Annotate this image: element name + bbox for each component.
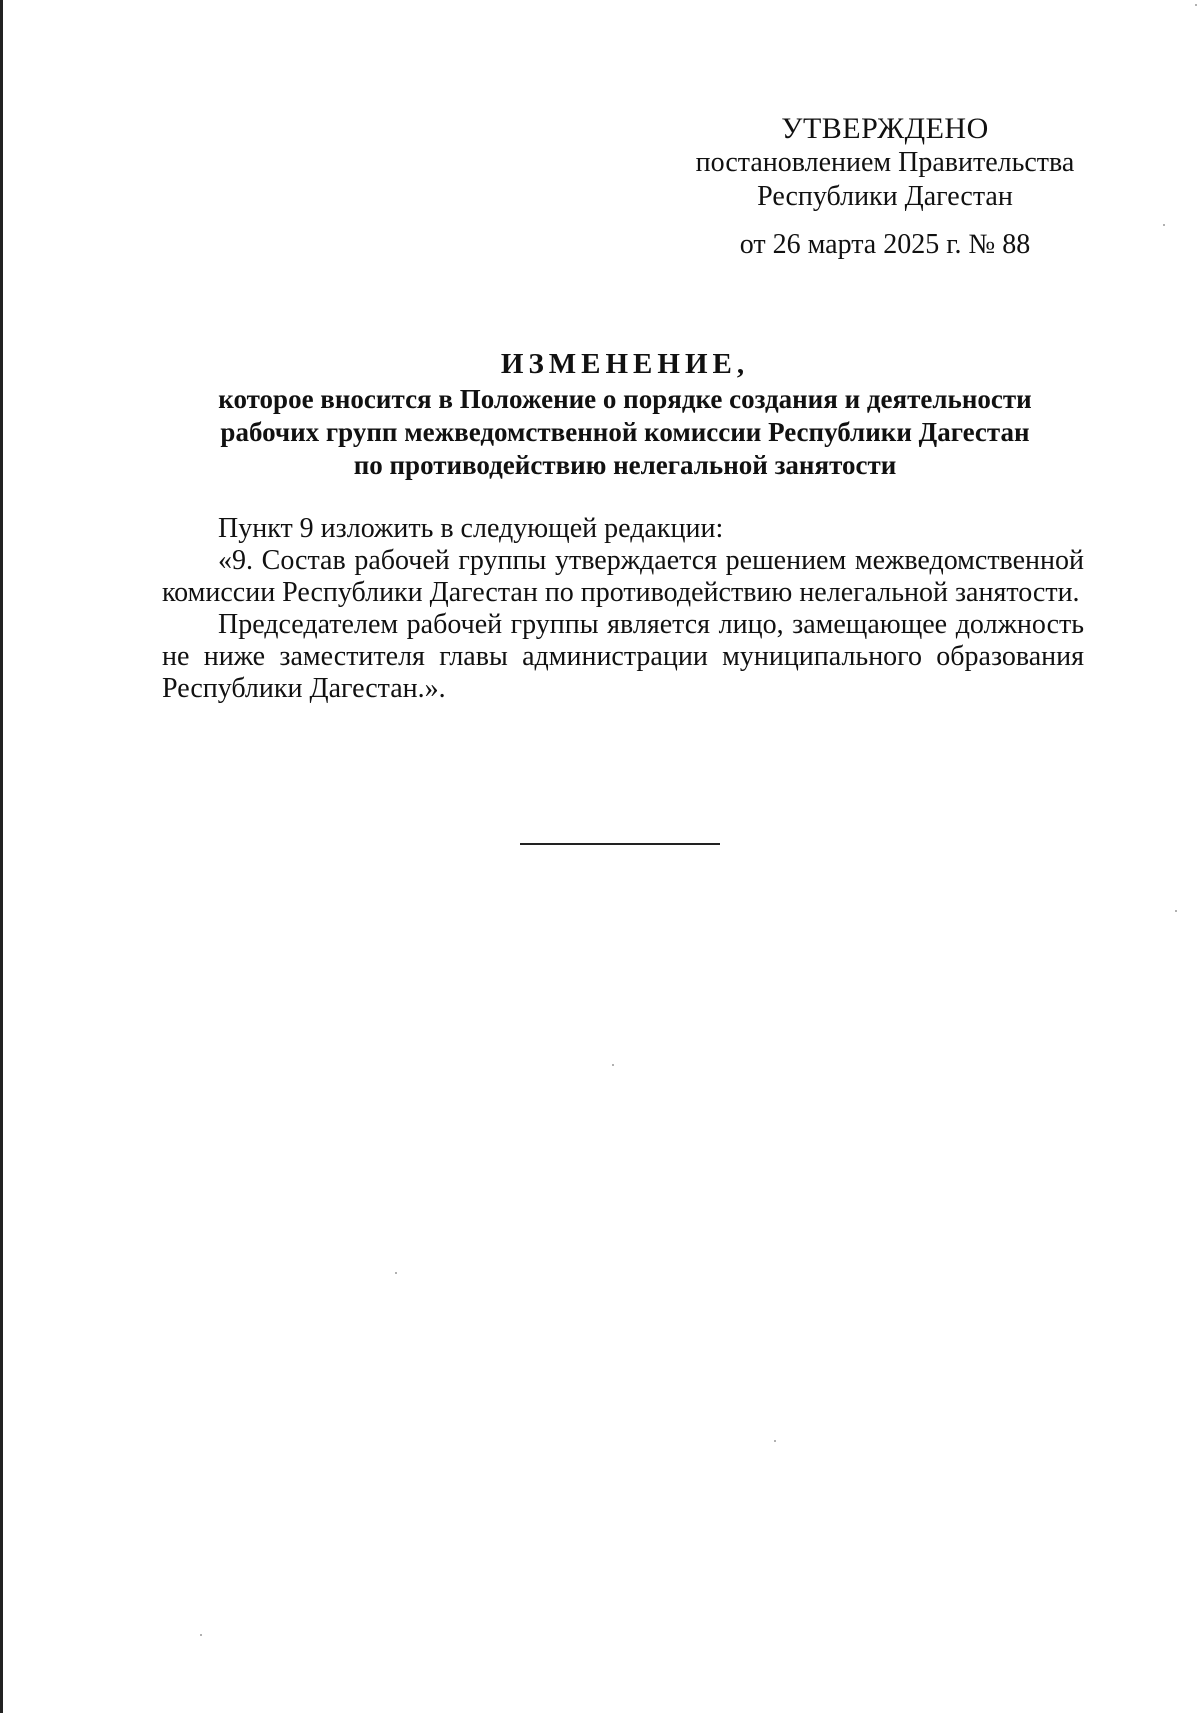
scan-speck [1175, 910, 1177, 912]
scan-speck [1163, 224, 1165, 226]
scan-speck [612, 1064, 614, 1066]
approval-stamp-title: УТВЕРЖДЕНО [781, 112, 989, 145]
approval-line-2: Республики Дагестан [757, 181, 1013, 212]
body-paragraph-2: «9. Состав рабочей группы утверждается решением межведомственной комиссии Республики Дагестан по противодействию нелегальной занятости. [162, 545, 1084, 608]
scan-speck [774, 1440, 776, 1442]
scan-speck [200, 1634, 202, 1636]
scan-speck [1195, 4, 1197, 6]
document-heading [160, 345, 1090, 482]
scan-edge [0, 0, 3, 1713]
document-subtitle-line-1: которое вносится в Положение о порядке создания и деятельности [218, 384, 1032, 414]
approval-block [680, 112, 1090, 262]
document-body [162, 513, 1084, 705]
scan-speck [395, 1272, 397, 1274]
document-subtitle-line-2: рабочих групп межведомственной комиссии Республики Дагестан [220, 417, 1030, 447]
approval-line-1: постановлением Правительства [695, 147, 1075, 178]
document-title: ИЗМЕНЕНИЕ, [500, 348, 750, 380]
body-paragraph-3: Председателем рабочей группы является лицо, замещающее должность не ниже заместителя главы администрации муниципального образования Республики Дагестан.». [162, 609, 1084, 704]
document-subtitle-line-3: по противодействию нелегальной занятости [353, 450, 897, 480]
closing-separator-line [520, 843, 720, 845]
approval-date: от 26 марта 2025 г. № 88 [739, 229, 1031, 260]
body-paragraph-1: Пункт 9 изложить в следующей редакции: [218, 513, 724, 544]
